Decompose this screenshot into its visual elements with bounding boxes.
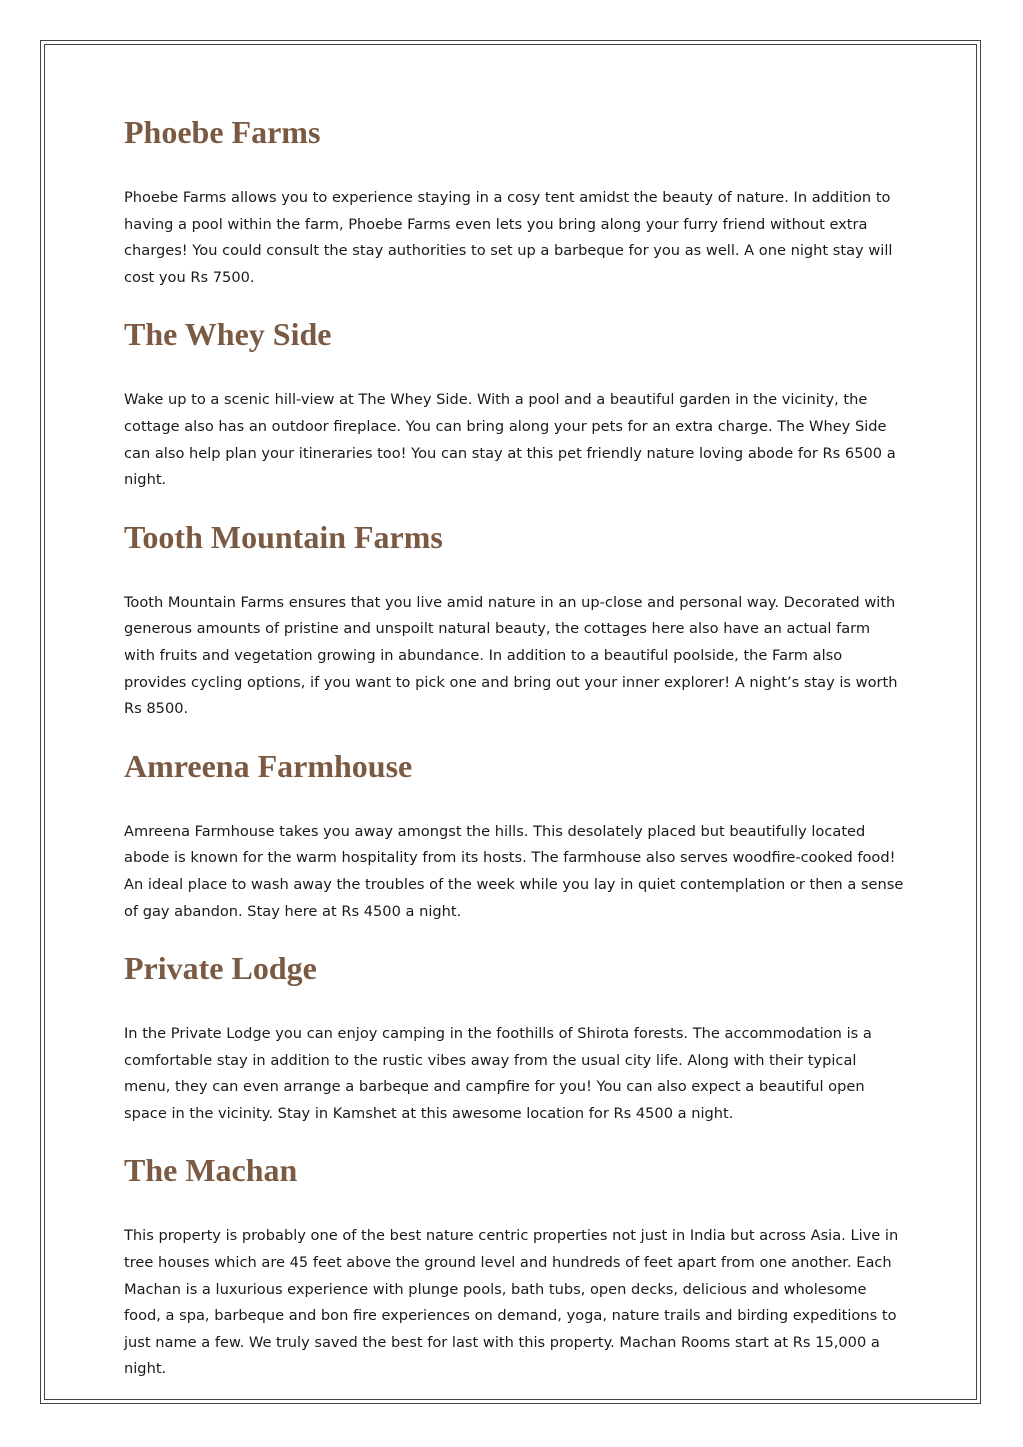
section-heading: Private Lodge (124, 950, 317, 987)
section-tooth-mountain-farms (124, 517, 904, 723)
section-the-machan (124, 1150, 904, 1383)
section-body: Tooth Mountain Farms ensures that you live amid nature in an up-close and personal way. Decorated with generous amounts of pristine and unspoilt natural beauty, the cottages here also have an actual farm with fruits and vegetation growing in abundance. In addition to a beautiful poolside, the Farm also provides cycling options, if you want to pick one and bring out your inner explorer! A night’s stay is worth Rs 8500. (124, 593, 898, 718)
section-heading: The Whey Side (124, 316, 332, 353)
section-phoebe-farms (124, 112, 904, 291)
section-body: This property is probably one of the best nature centric properties not just in India but across Asia. Live in tree houses which are 45 feet above the ground level and hundreds of feet apart from one another. Each Machan is a luxurious experience with plunge pools, bath tubs, open decks, delicious and wholesome food, a spa, barbeque and bon fire experiences on demand, yoga, nature trails and birding expeditions to just name a few. We truly saved the best for last with this property. Machan Rooms start at Rs 15,000 a night. (124, 1227, 899, 1378)
document-content (124, 112, 904, 1383)
section-body: Phoebe Farms allows you to experience staying in a cosy tent amidst the beauty of nature. In addition to having a pool within the farm, Phoebe Farms even lets you bring along your furry friend without extra charges! You could consult the stay authorities to set up a barbeque for you as well. A one night stay will cost you Rs 7500. (124, 189, 893, 286)
section-heading: Amreena Farmhouse (124, 747, 413, 784)
section-heading: Phoebe Farms (124, 114, 321, 150)
section-private-lodge (124, 948, 904, 1127)
section-the-whey-side (124, 314, 904, 493)
section-body: In the Private Lodge you can enjoy camping in the foothills of Shirota forests. The accommodation is a comfortable stay in addition to the rustic vibes away from the usual city life. Along with their typical menu, they can even arrange a barbeque and campfire for you! You can also expect a beautiful open space in the vicinity. Stay in Kamshet at this awesome location for Rs 4500 a night. (124, 1025, 872, 1122)
section-heading: The Machan (124, 1152, 298, 1189)
section-heading: Tooth Mountain Farms (124, 518, 443, 555)
section-body: Amreena Farmhouse takes you away amongst the hills. This desolately placed but beautifully located abode is known for the warm hospitality from its hosts. The farmhouse also serves woodfire-cooked food! An ideal place to wash away the troubles of the week while you lay in quiet contemplation or then a sense of gay abandon. Stay here at Rs 4500 a night. (124, 822, 904, 920)
section-amreena-farmhouse (124, 746, 904, 925)
section-body: Wake up to a scenic hill-view at The Whey Side. With a pool and a beautiful garden in the vicinity, the cottage also has an outdoor fireplace. You can bring along your pets for an extra charge. The Whey Side can also help plan your itineraries too! You can stay at this pet friendly nature loving abode for Rs 6500 a night. (124, 391, 896, 489)
